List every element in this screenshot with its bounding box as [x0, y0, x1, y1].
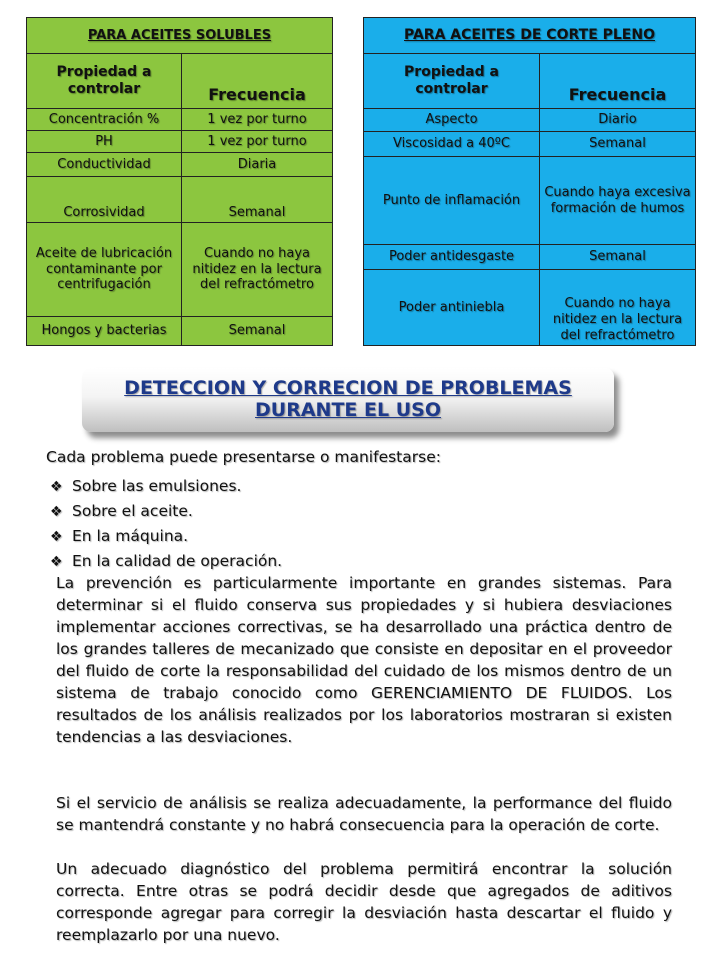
- table-cell-frequency: Semanal: [540, 245, 696, 270]
- paragraph-prevention: La prevención es particularmente importante en grandes sistemas. Para determinar si el fluido conserva sus propiedades y si hubiera desviaciones implementar acciones correctivas, se ha desarrollado una práctica dentro de los grandes talleres de mecanizado que consiste en depositar en el proveedor del fluido de corte la responsabilidad del cuidado de los mismos dentro de un sistema de trabajo conocido como GERENCIAMIENTO DE FLUIDOS. Los resultados de los análisis realizados por los laboratorios mostraran si existen tendencias a las desviaciones.: [56, 574, 672, 746]
- table-row: [27, 109, 333, 131]
- table-cell-property: Conductividad: [27, 153, 182, 177]
- full-cutting-oils-table: [363, 17, 696, 346]
- section-heading-banner: [82, 368, 614, 432]
- table-cell-frequency: Cuando no haya nitidez en la lectura del refractómetro: [540, 270, 696, 346]
- list-item: [46, 549, 282, 574]
- table-row: [364, 270, 696, 346]
- paragraph-diagnosis: Un adecuado diagnóstico del problema permitirá encontrar la solución correcta. Entre otras se podrá decidir desde que agregados de aditivos corresponde agregar para corregir la desviación hasta descartar el fluido y reemplazarlo por una nuevo.: [56, 860, 672, 944]
- paragraph-analysis: Si el servicio de análisis se realiza adecuadamente, la performance del fluido se mantendrá constante y no habrá consecuencia para la operación de corte.: [56, 794, 672, 834]
- table-row: [27, 131, 333, 153]
- list-item-text: Sobre las emulsiones.: [72, 477, 242, 495]
- soluble-oils-table: [26, 17, 333, 346]
- table-cell-property: Punto de inflamación: [364, 157, 540, 245]
- table-row: [364, 157, 696, 245]
- table-row: [27, 153, 333, 177]
- table-row: [27, 177, 333, 223]
- table-cell-property: Poder antiniebla: [364, 270, 540, 346]
- table-cell-property: Concentración %: [27, 109, 182, 131]
- diamond-bullet-icon: ❖: [50, 504, 63, 520]
- table-cell-property: Hongos y bacterias: [27, 317, 182, 346]
- list-item: [46, 474, 282, 499]
- full-col-frequency: Frecuencia: [540, 54, 696, 109]
- table-cell-frequency: 1 vez por turno: [182, 109, 333, 131]
- table-cell-frequency: Cuando no haya nitidez en la lectura del refractómetro: [182, 223, 333, 317]
- table-cell-property: Aspecto: [364, 109, 540, 132]
- table-cell-property: Aceite de lubricación contaminante por centrifugación: [27, 223, 182, 317]
- full-table-title: PARA ACEITES DE CORTE PLENO: [364, 18, 696, 54]
- diamond-bullet-icon: ❖: [50, 554, 63, 570]
- table-cell-frequency: 1 vez por turno: [182, 131, 333, 153]
- bullet-list: [46, 474, 282, 574]
- table-row: [364, 245, 696, 270]
- diamond-bullet-icon: ❖: [50, 479, 63, 495]
- diamond-bullet-icon: ❖: [50, 529, 63, 545]
- table-cell-frequency: Semanal: [182, 317, 333, 346]
- table-cell-frequency: Cuando haya excesiva formación de humos: [540, 157, 696, 245]
- table-cell-property: Poder antidesgaste: [364, 245, 540, 270]
- table-row: [27, 223, 333, 317]
- full-col-property: Propiedad a controlar: [364, 54, 540, 109]
- table-row: [364, 109, 696, 132]
- table-row: [364, 132, 696, 157]
- list-item-text: En la máquina.: [72, 527, 189, 545]
- table-cell-property: PH: [27, 131, 182, 153]
- table-cell-property: Corrosividad: [27, 177, 182, 223]
- soluble-table-title: PARA ACEITES SOLUBLES: [27, 18, 333, 54]
- table-cell-frequency: Semanal: [182, 177, 333, 223]
- list-item-text: Sobre el aceite.: [72, 502, 193, 520]
- list-item: [46, 524, 282, 549]
- soluble-col-frequency: Frecuencia: [182, 54, 333, 109]
- table-cell-property: Viscosidad a 40ºC: [364, 132, 540, 157]
- table-cell-frequency: Diario: [540, 109, 696, 132]
- intro-text: Cada problema puede presentarse o manifestarse:: [46, 448, 441, 466]
- list-item: [46, 499, 282, 524]
- table-row: [27, 317, 333, 346]
- section-heading-line2: DURANTE EL USO: [255, 399, 441, 421]
- section-heading-line1: DETECCION Y CORRECION DE PROBLEMAS: [124, 377, 572, 399]
- list-item-text: En la calidad de operación.: [72, 552, 283, 570]
- soluble-col-property: Propiedad a controlar: [27, 54, 182, 109]
- table-cell-frequency: Diaria: [182, 153, 333, 177]
- table-cell-frequency: Semanal: [540, 132, 696, 157]
